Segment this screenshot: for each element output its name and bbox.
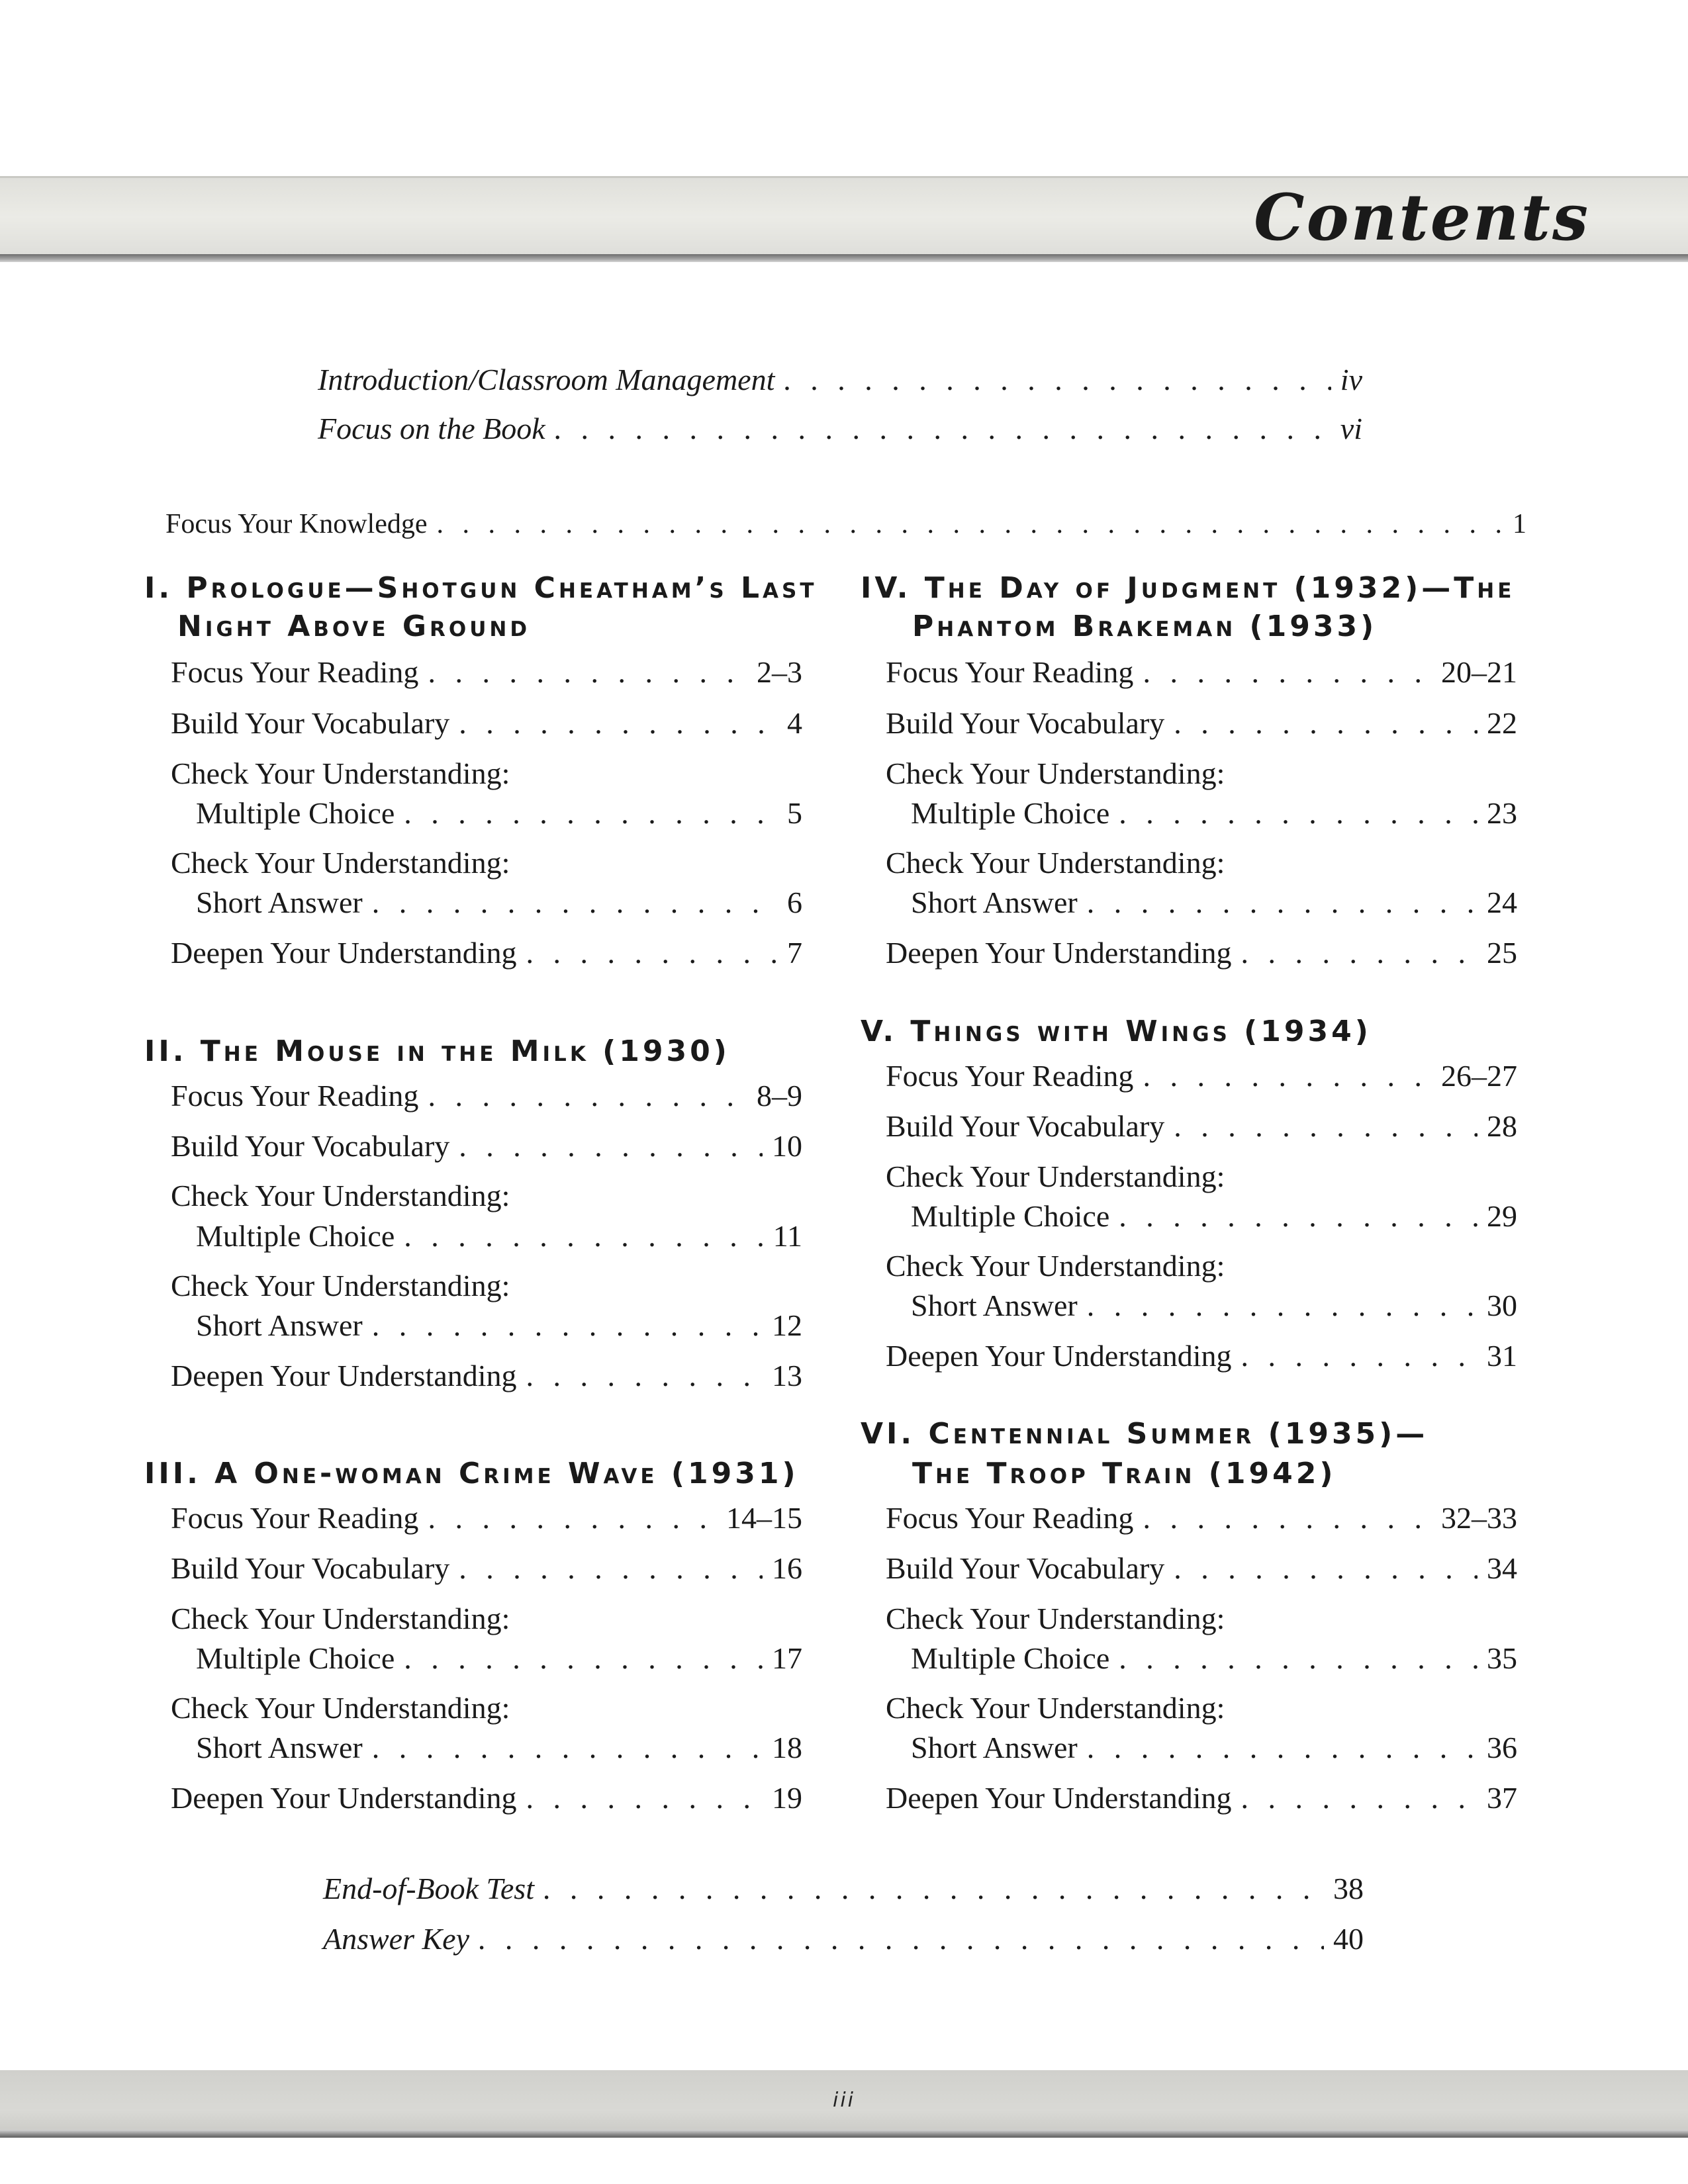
toc-label: Introduction/Classroom Management <box>318 363 775 396</box>
section-heading: III. A One-woman Crime Wave (1931) <box>144 1457 799 1490</box>
dot-leader <box>428 1077 747 1115</box>
toc-label: Short Answer <box>911 1289 1078 1322</box>
toc-entry-vocabulary <box>171 1128 802 1165</box>
toc-page: 38 <box>1333 1872 1364 1905</box>
toc-page: 25 <box>1487 936 1517 970</box>
toc-entry-focus-on-book <box>318 410 1362 447</box>
dot-leader <box>526 934 778 972</box>
toc-entry-check-understanding: Check Your Understanding: <box>171 846 510 880</box>
toc-label: Build Your Vocabulary <box>886 1109 1165 1143</box>
toc-entry-vocabulary <box>886 1108 1517 1145</box>
toc-page: vi <box>1340 412 1362 445</box>
dot-leader <box>1143 1058 1432 1095</box>
dot-leader <box>372 1307 763 1344</box>
toc-label: Focus Your Reading <box>171 1079 419 1113</box>
toc-entry-focus-reading <box>886 654 1517 691</box>
toc-entry-check-understanding: Check Your Understanding: <box>171 1602 510 1635</box>
toc-page: 14–15 <box>726 1501 802 1535</box>
toc-label: Answer Key <box>323 1922 470 1956</box>
toc-label: Build Your Vocabulary <box>886 706 1165 740</box>
toc-entry-check-understanding: Check Your Understanding: <box>886 1691 1225 1725</box>
toc-entry-check-understanding: Check Your Understanding: <box>171 1179 510 1212</box>
toc-label: Deepen Your Understanding <box>171 1359 517 1392</box>
toc-label: Focus Your Reading <box>171 655 419 689</box>
section-heading: IV. The Day of Judgment (1932)—The <box>861 571 1515 605</box>
toc-entry-focus-reading <box>886 1058 1517 1095</box>
toc-entry-check-understanding: Check Your Understanding: <box>886 1249 1225 1283</box>
toc-page: 17 <box>772 1641 802 1675</box>
dot-leader <box>1087 884 1477 921</box>
dot-leader <box>1174 1108 1477 1145</box>
toc-label: Build Your Vocabulary <box>171 1129 450 1163</box>
toc-label: Focus Your Reading <box>886 1059 1134 1093</box>
dot-leader <box>459 705 778 742</box>
toc-entry-deepen <box>171 1780 802 1817</box>
toc-entry-check-understanding: Check Your Understanding: <box>171 756 510 790</box>
toc-label: Deepen Your Understanding <box>886 1339 1232 1373</box>
dot-leader <box>437 506 1503 543</box>
toc-entry-multiple-choice <box>911 795 1517 832</box>
dot-leader <box>526 1780 763 1817</box>
toc-page: 4 <box>787 706 802 740</box>
footer-rule <box>0 2130 1688 2138</box>
dot-leader <box>372 1729 763 1766</box>
toc-page: 29 <box>1487 1199 1517 1233</box>
toc-entry-multiple-choice <box>911 1640 1517 1677</box>
toc-entry-vocabulary <box>171 1550 802 1587</box>
toc-label: Short Answer <box>911 1731 1078 1764</box>
toc-entry-check-understanding: Check Your Understanding: <box>886 756 1225 790</box>
toc-label: Deepen Your Understanding <box>171 936 517 970</box>
toc-page: 31 <box>1487 1339 1517 1373</box>
toc-entry-vocabulary <box>886 705 1517 742</box>
toc-page: 8–9 <box>757 1079 802 1113</box>
toc-entry-focus-reading <box>171 1500 802 1537</box>
toc-label: End-of-Book Test <box>323 1872 534 1905</box>
toc-page: 18 <box>772 1731 802 1764</box>
toc-label: Build Your Vocabulary <box>171 1551 450 1585</box>
dot-leader <box>1174 1550 1477 1587</box>
toc-entry-focus-reading <box>886 1500 1517 1537</box>
toc-page: 11 <box>773 1219 802 1253</box>
toc-entry-answer-key <box>323 1921 1364 1958</box>
dot-leader <box>404 795 778 832</box>
toc-entry-check-understanding: Check Your Understanding: <box>171 1269 510 1302</box>
section-heading: Night Above Ground <box>177 610 531 643</box>
toc-entry-focus-knowledge <box>165 506 1526 543</box>
toc-entry-deepen <box>171 1357 802 1394</box>
toc-label: Multiple Choice <box>911 1641 1110 1675</box>
toc-page: 16 <box>772 1551 802 1585</box>
dot-leader <box>372 884 778 921</box>
toc-page: 7 <box>787 936 802 970</box>
toc-entry-check-understanding: Check Your Understanding: <box>171 1691 510 1725</box>
toc-page: 24 <box>1487 886 1517 919</box>
toc-page: 6 <box>787 886 802 919</box>
toc-page: 35 <box>1487 1641 1517 1675</box>
section-heading: V. Things with Wings (1934) <box>861 1015 1372 1048</box>
toc-entry-short-answer <box>911 1287 1517 1324</box>
section-heading: II. The Mouse in the Milk (1930) <box>144 1034 730 1068</box>
toc-entry-vocabulary <box>171 705 802 742</box>
toc-label: Multiple Choice <box>196 796 395 830</box>
toc-entry-multiple-choice <box>196 1640 802 1677</box>
dot-leader <box>1241 1338 1477 1375</box>
toc-page: 28 <box>1487 1109 1517 1143</box>
toc-entry-short-answer <box>196 1729 802 1766</box>
dot-leader <box>479 1921 1324 1958</box>
toc-label: Focus Your Reading <box>886 1501 1134 1535</box>
toc-label: Deepen Your Understanding <box>171 1781 517 1815</box>
toc-entry-multiple-choice <box>196 795 802 832</box>
toc-page: 26–27 <box>1441 1059 1517 1093</box>
dot-leader <box>1241 1780 1477 1817</box>
toc-label: Deepen Your Understanding <box>886 936 1232 970</box>
toc-entry-introduction <box>318 361 1362 398</box>
toc-page: 10 <box>772 1129 802 1163</box>
toc-page: 23 <box>1487 796 1517 830</box>
toc-entry-check-understanding: Check Your Understanding: <box>886 1160 1225 1193</box>
toc-label: Short Answer <box>196 1308 363 1342</box>
toc-entry-short-answer <box>196 1307 802 1344</box>
toc-entry-deepen <box>886 934 1517 972</box>
toc-page: 40 <box>1333 1922 1364 1956</box>
section-heading: I. Prologue—Shotgun Cheatham’s Last <box>144 571 818 605</box>
dot-leader <box>428 654 747 691</box>
toc-label: Focus on the Book <box>318 412 545 445</box>
toc-page: 32–33 <box>1441 1501 1517 1535</box>
toc-label: Build Your Vocabulary <box>171 706 450 740</box>
toc-entry-multiple-choice <box>196 1218 802 1255</box>
toc-entry-end-of-book-test <box>323 1870 1364 1907</box>
dot-leader <box>428 1500 717 1537</box>
dot-leader <box>543 1870 1324 1907</box>
toc-label: Multiple Choice <box>196 1219 395 1253</box>
dot-leader <box>1087 1729 1477 1766</box>
toc-page: iv <box>1340 363 1362 396</box>
toc-label: Short Answer <box>196 1731 363 1764</box>
toc-label: Multiple Choice <box>911 796 1110 830</box>
toc-page: 30 <box>1487 1289 1517 1322</box>
toc-entry-short-answer <box>911 1729 1517 1766</box>
dot-leader <box>1119 795 1477 832</box>
dot-leader <box>404 1218 763 1255</box>
toc-label: Multiple Choice <box>911 1199 1110 1233</box>
toc-page: 22 <box>1487 706 1517 740</box>
toc-entry-check-understanding: Check Your Understanding: <box>886 1602 1225 1635</box>
toc-entry-short-answer <box>196 884 802 921</box>
toc-entry-focus-reading <box>171 654 802 691</box>
toc-page: 37 <box>1487 1781 1517 1815</box>
toc-page: 34 <box>1487 1551 1517 1585</box>
toc-entry-deepen <box>886 1338 1517 1375</box>
dot-leader <box>1241 934 1477 972</box>
toc-label: Focus Your Reading <box>171 1501 419 1535</box>
toc-entry-short-answer <box>911 884 1517 921</box>
toc-page: 20–21 <box>1441 655 1517 689</box>
toc-label: Multiple Choice <box>196 1641 395 1675</box>
section-heading: VI. Centennial Summer (1935)— <box>861 1417 1429 1451</box>
toc-label: Focus Your Reading <box>886 655 1134 689</box>
dot-leader <box>1174 705 1477 742</box>
dot-leader <box>1143 654 1432 691</box>
toc-page: 12 <box>772 1308 802 1342</box>
toc-entry-deepen <box>171 934 802 972</box>
dot-leader <box>1087 1287 1477 1324</box>
page-title: Contents <box>1254 180 1590 255</box>
toc-label: Short Answer <box>196 886 363 919</box>
dot-leader <box>1119 1198 1477 1235</box>
toc-label: Short Answer <box>911 886 1078 919</box>
toc-page: 2–3 <box>757 655 802 689</box>
toc-page: 13 <box>772 1359 802 1392</box>
dot-leader <box>459 1128 763 1165</box>
toc-label: Focus Your Knowledge <box>165 509 428 539</box>
toc-entry-multiple-choice <box>911 1198 1517 1235</box>
page-number: iii <box>832 2089 855 2112</box>
toc-page: 1 <box>1513 509 1526 539</box>
dot-leader <box>459 1550 763 1587</box>
dot-leader <box>526 1357 763 1394</box>
toc-page: 36 <box>1487 1731 1517 1764</box>
toc-page: 19 <box>772 1781 802 1815</box>
dot-leader <box>1143 1500 1432 1537</box>
toc-entry-check-understanding: Check Your Understanding: <box>886 846 1225 880</box>
toc-entry-vocabulary <box>886 1550 1517 1587</box>
dot-leader <box>1119 1640 1477 1677</box>
toc-label: Build Your Vocabulary <box>886 1551 1165 1585</box>
toc-page: 5 <box>787 796 802 830</box>
section-heading: The Troop Train (1942) <box>912 1457 1336 1490</box>
toc-entry-focus-reading <box>171 1077 802 1115</box>
dot-leader <box>784 361 1331 398</box>
dot-leader <box>404 1640 763 1677</box>
toc-entry-deepen <box>886 1780 1517 1817</box>
dot-leader <box>555 410 1331 447</box>
section-heading: Phantom Brakeman (1933) <box>912 610 1378 643</box>
toc-label: Deepen Your Understanding <box>886 1781 1232 1815</box>
